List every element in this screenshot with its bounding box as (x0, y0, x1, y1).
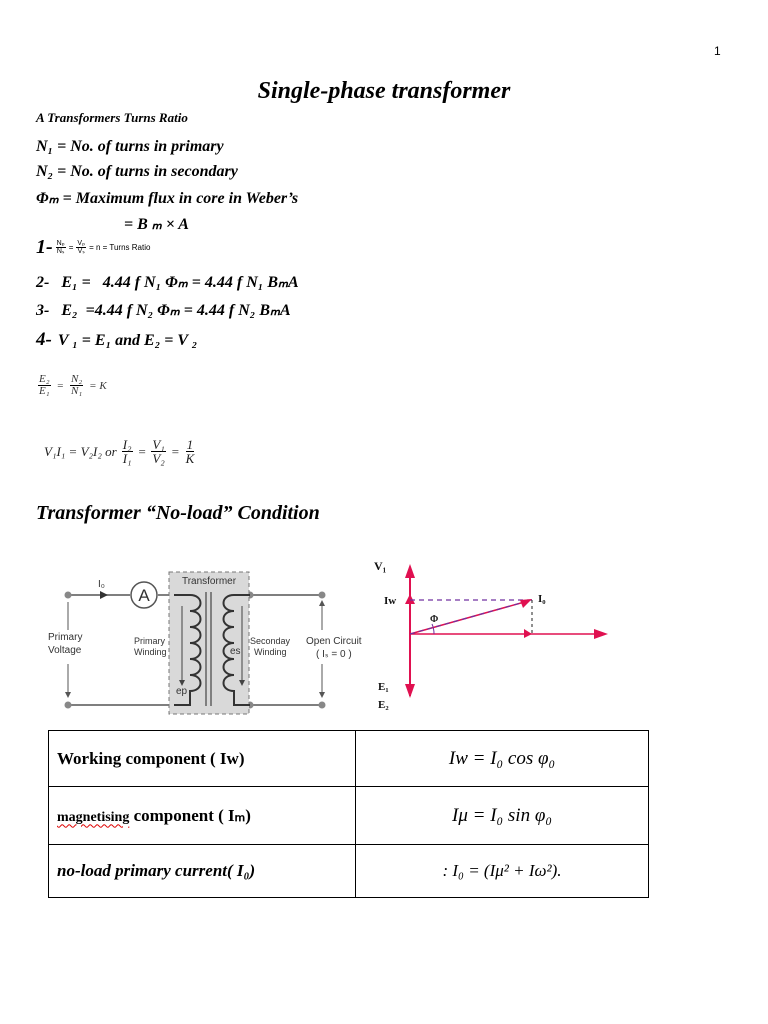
definition-flux-product: = B ₘ × A (124, 216, 189, 233)
k-denominator: K (185, 451, 195, 466)
horizontal-arrow-icon (594, 629, 608, 639)
ratio-equation: $\frac{\text{E₂}}{\text{E₁}}$ = $\frac{\text{N₂}}{\text{N₁}}$ = K (39, 373, 107, 397)
e2-label: E₂ (378, 699, 389, 711)
table-row (49, 845, 649, 898)
n-ratio-fraction (70, 374, 83, 397)
terminal-dot (65, 702, 72, 709)
definition-flux: Φₘ = Maximum flux in core in Weber’s (36, 190, 299, 207)
vp-label: Vₚ (77, 240, 86, 247)
ns-label: Nₛ (56, 248, 65, 255)
v2-label: V₂ (152, 451, 165, 466)
current-label: I₀ (98, 579, 105, 590)
vp-vs-fraction (76, 240, 86, 255)
equation-1-number: 1- (36, 236, 53, 258)
vs-label: Vₛ (77, 248, 85, 255)
v1-label: V₁ (152, 437, 165, 452)
primary-winding-label: Primary (134, 636, 165, 646)
equation-1: 1- $\frac{\text{Nₚ}}{\text{Nₛ}}$ = $\frac{\text{Vₚ}}{\text{Vₛ}}$ = n = Turns Ratio (36, 236, 151, 258)
v-ratio-fraction (151, 438, 165, 465)
magnetising-word: magnetising (57, 809, 130, 825)
magnetising-component-formula: Iμ = I₀ sin φ₀ (356, 787, 649, 845)
terminal-dot (319, 592, 326, 599)
table-cell-label: Working component ( Iw) (57, 748, 245, 768)
table-cell-label: component ( Iₘ) (129, 805, 251, 825)
no-load-current-label (49, 845, 356, 898)
e1-label: E₁ (39, 385, 50, 397)
terminal-dot (65, 592, 72, 599)
table-cell-label: no-load primary current( I₀) (57, 861, 256, 880)
table-row (49, 731, 649, 787)
n2-label: N₂ (70, 373, 83, 385)
section-subtitle: A Transformers Turns Ratio (36, 110, 188, 125)
working-component-label (49, 731, 356, 787)
i1-label: I₁ (122, 451, 132, 466)
transformer-label: Transformer (181, 576, 237, 587)
primary-voltage-label: Primary (48, 632, 83, 643)
v1-arrow-icon (405, 564, 415, 578)
np-label: Nₚ (56, 240, 65, 247)
iw-label: Iw (384, 595, 397, 607)
definition-n1: N₁ = No. of turns in primary (36, 138, 224, 155)
one-label: 1 (186, 437, 194, 452)
page-title: Single-phase transformer (257, 78, 511, 104)
ammeter-label: A (138, 586, 150, 605)
e2-label: E₂ (39, 373, 50, 385)
secondary-winding-label: Winding (254, 647, 287, 657)
no-load-current-formula: : I₀ = (Iμ² + Iω²). (356, 845, 649, 898)
equation-4-text: V ₁ = E₁ and E₂ = V ₂ (57, 332, 198, 349)
turns-ratio-text: = n = Turns Ratio (89, 243, 151, 252)
page-number: 1 (714, 44, 721, 58)
v1-label: V₁ (374, 559, 387, 573)
power-lhs: V₁I₁ = V₂I₂ or (44, 443, 117, 459)
ep-label: ep (176, 686, 188, 697)
e-ratio-fraction (38, 374, 51, 397)
i2-label: I₂ (122, 437, 132, 452)
current-arrow-icon (100, 591, 108, 599)
magnetising-component-label (49, 787, 356, 845)
i-ratio-fraction (122, 438, 133, 465)
open-circuit-label: Open Circuit (306, 636, 362, 647)
np-ns-fraction (56, 240, 66, 255)
definition-n2: N₂ = No. of turns in secondary (36, 163, 238, 180)
es-label: es (230, 646, 241, 657)
n1-label: N₁ (70, 385, 83, 397)
power-equation: V₁I₁ = V₂I₂ or $\frac{\text{I₂}}{\text{I₁}}$ = $\frac{\text{V₁}}{\text{V₂}}$ = $\frac{1}{K}$ (44, 437, 195, 466)
e1-label: E₁ (378, 681, 389, 693)
terminal-dot (319, 702, 326, 709)
transformer-circuit-diagram (40, 566, 370, 716)
section-title-no-load: Transformer “No-load” Condition (36, 502, 320, 524)
i0-arrow-icon (520, 599, 532, 608)
equation-4-number: 4- (36, 329, 52, 350)
e-arrow-icon (405, 684, 415, 698)
secondary-winding-label: Seconday (250, 636, 291, 646)
equation-4 (36, 329, 197, 351)
working-component-formula: Iw = I₀ cos φ₀ (356, 731, 649, 787)
i0-label: I₀ (538, 593, 546, 605)
primary-winding-label: Winding (134, 647, 167, 657)
equation-3: 3- E₂ =4.44 f N₂ Φₘ = 4.44 f N₂ BₘA (36, 302, 291, 319)
primary-voltage-label: Voltage (48, 645, 82, 656)
no-load-components-table (48, 730, 649, 898)
phasor-diagram (372, 556, 612, 712)
open-circuit-label: ( Iₛ = 0 ) (316, 649, 352, 660)
phi-label: Φ (430, 614, 439, 625)
k-label: = K (89, 379, 107, 392)
k-fraction (185, 438, 196, 465)
equation-2: 2- E₁ = 4.44 f N₁ Φₘ = 4.44 f N₁ BₘA (36, 274, 299, 291)
table-row (49, 787, 649, 845)
